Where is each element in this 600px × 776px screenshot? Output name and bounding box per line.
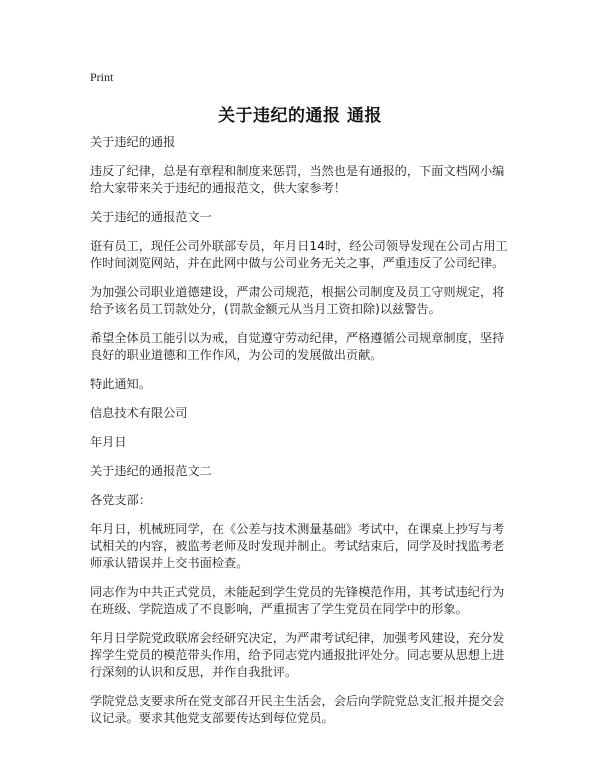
paragraph-notice: 特此通知。 bbox=[90, 377, 151, 391]
paragraph: 希望全体员工能引以为戒，自觉遵守劳动纪律，严格遵循公司规章制度，坚持良好的职业道德和工作作风，为公司的发展做出贡献。 bbox=[90, 331, 505, 362]
paragraph: 学院党总支要求所在党支部召开民主生活会，会后向学院党总支汇报并提交会议记录。要求其他党支部要传达到每位党员。 bbox=[90, 694, 505, 725]
paragraph-intro: 违反了纪律，总是有章程和制度来惩罚，当然也是有通报的，下面文档网小编给大家带来关于违纪的通报范文，供大家参考！ bbox=[90, 164, 505, 195]
paragraph: 同志作为中共正式党员，未能起到学生党员的先锋模范作用，其考试违纪行为在班级、学院造成了不良影响，严重损害了学生党员在同学中的形象。 bbox=[90, 585, 505, 616]
paragraph-salutation: 各党支部： bbox=[90, 493, 151, 507]
paragraph-sample-two-heading: 关于违纪的通报范文二 bbox=[90, 464, 212, 478]
paragraph: 诳有员工，现任公司外联部专员，年月日14时，经公司领导发现在公司占用工作时间浏览网站，并在此网中做与公司业务无关之事，严重违反了公司纪律。 bbox=[90, 239, 508, 270]
document-title: 关于违纪的通报 通报 bbox=[218, 106, 382, 126]
paragraph-heading: 关于违纪的通报 bbox=[90, 135, 176, 149]
paragraph: 年月日学院党政联席会经研究决定，为严肃考试纪律，加强考风建设，充分发挥学生党员的模范带头作用，给予同志党内通报批评处分。同志要从思想上进行深刻的认识和反思，并作自我批评。 bbox=[90, 631, 505, 679]
paragraph: 年月日，机械班同学，在《公差与技术测量基础》考试中，在课桌上抄写与考试相关的内容，被监考老师及时发现并制止。考试结束后，同学及时找监考老师承认错误并上交书面检查。 bbox=[90, 522, 505, 570]
paragraph-sample-one-heading: 关于违纪的通报范文一 bbox=[90, 210, 212, 224]
paragraph: 为加强公司职业道德建设，严肃公司规范，根据公司制度及员工守则规定，将给予该名员工罚款处分，(罚款金额元从当月工资扣除)以兹警告。 bbox=[90, 285, 505, 316]
document-body bbox=[90, 134, 514, 739]
print-link[interactable]: Print bbox=[90, 70, 114, 84]
paragraph-signature-date: 年月日 bbox=[90, 435, 127, 449]
paragraph-signature-company: 信息技术有限公司 bbox=[90, 406, 188, 420]
